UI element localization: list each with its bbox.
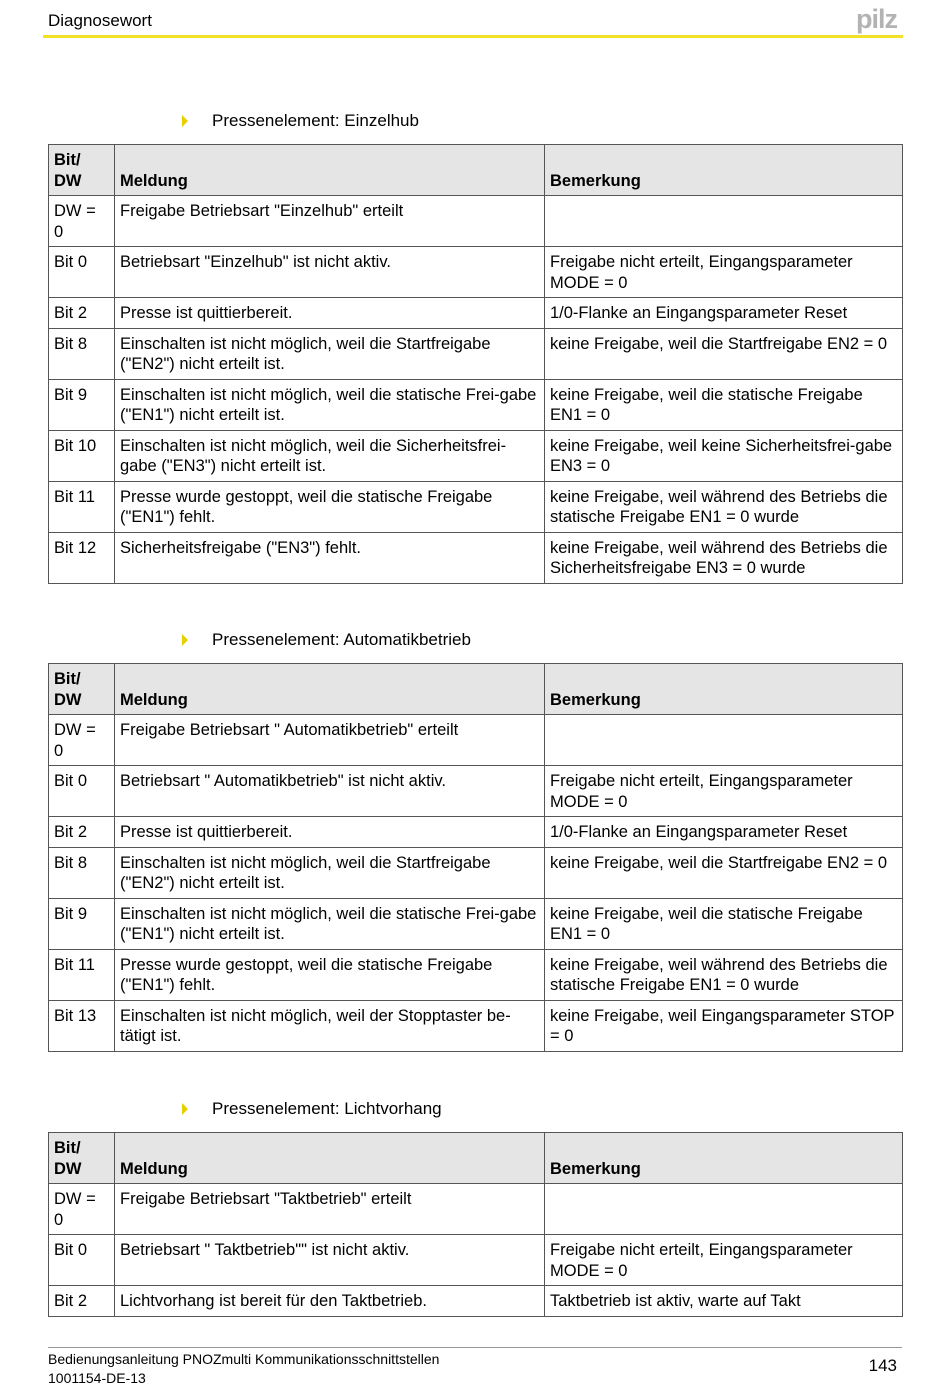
section-heading-text: Pressenelement: Lichtvorhang	[212, 1099, 442, 1118]
cell-meldung: Einschalten ist nicht möglich, weil die Startfreigabe ("EN2") nicht erteilt ist.	[115, 328, 545, 379]
cell-bemerkung: keine Freigabe, weil während des Betriebs die statische Freigabe EN1 = 0 wurde	[545, 949, 903, 1000]
page-number: 143	[868, 1356, 897, 1375]
cell-bit: Bit 8	[49, 328, 115, 379]
column-header-meldung: Meldung	[115, 145, 545, 196]
cell-meldung: Sicherheitsfreigabe ("EN3") fehlt.	[115, 532, 545, 583]
section-heading-text: Pressenelement: Automatikbetrieb	[212, 630, 471, 649]
cell-bemerkung: Freigabe nicht erteilt, Eingangsparameter MODE = 0	[545, 766, 903, 817]
cell-meldung: Betriebsart " Taktbetrieb"" ist nicht aktiv.	[115, 1235, 545, 1286]
table-row	[49, 1000, 903, 1051]
cell-bemerkung: Freigabe nicht erteilt, Eingangsparameter MODE = 0	[545, 1235, 903, 1286]
cell-bit: Bit 9	[49, 898, 115, 949]
cell-meldung: Einschalten ist nicht möglich, weil die statische Frei-gabe ("EN1") nicht erteilt ist.	[115, 898, 545, 949]
table-einzelhub	[48, 144, 903, 584]
table-header-row	[49, 145, 903, 196]
cell-bemerkung: Taktbetrieb ist aktiv, warte auf Takt	[545, 1286, 903, 1317]
triangle-bullet-icon	[182, 634, 188, 646]
cell-meldung: Einschalten ist nicht möglich, weil die Sicherheitsfrei-gabe ("EN3") nicht erteilt ist.	[115, 430, 545, 481]
cell-bit: Bit 0	[49, 247, 115, 298]
cell-bit: Bit 12	[49, 532, 115, 583]
cell-meldung: Lichtvorhang ist bereit für den Taktbetrieb.	[115, 1286, 545, 1317]
cell-bemerkung: keine Freigabe, weil die Startfreigabe EN2 = 0	[545, 847, 903, 898]
section-heading-einzelhub	[182, 111, 419, 131]
table-row	[49, 817, 903, 848]
cell-meldung: Betriebsart " Automatikbetrieb" ist nicht aktiv.	[115, 766, 545, 817]
cell-bemerkung: keine Freigabe, weil während des Betriebs die statische Freigabe EN1 = 0 wurde	[545, 481, 903, 532]
cell-bemerkung	[545, 715, 903, 766]
cell-bemerkung: keine Freigabe, weil Eingangsparameter STOP = 0	[545, 1000, 903, 1051]
triangle-bullet-icon	[182, 1103, 188, 1115]
table-header-row	[49, 1133, 903, 1184]
footer-rule	[48, 1347, 902, 1348]
cell-meldung: Betriebsart "Einzelhub" ist nicht aktiv.	[115, 247, 545, 298]
cell-bemerkung: keine Freigabe, weil keine Sicherheitsfrei-gabe EN3 = 0	[545, 430, 903, 481]
column-header-bit: Bit/ DW	[49, 145, 115, 196]
cell-meldung: Presse ist quittierbereit.	[115, 298, 545, 329]
column-header-bemerkung: Bemerkung	[545, 664, 903, 715]
table-row	[49, 715, 903, 766]
cell-bit: Bit 0	[49, 1235, 115, 1286]
column-header-meldung: Meldung	[115, 1133, 545, 1184]
table-header-row	[49, 664, 903, 715]
section-heading-automatikbetrieb	[182, 630, 471, 650]
cell-bemerkung: Freigabe nicht erteilt, Eingangsparameter MODE = 0	[545, 247, 903, 298]
column-header-bemerkung: Bemerkung	[545, 145, 903, 196]
cell-bit: DW = 0	[49, 1184, 115, 1235]
cell-bemerkung	[545, 1184, 903, 1235]
cell-bemerkung: 1/0-Flanke an Eingangsparameter Reset	[545, 298, 903, 329]
cell-bemerkung: keine Freigabe, weil während des Betriebs die Sicherheitsfreigabe EN3 = 0 wurde	[545, 532, 903, 583]
table-row	[49, 532, 903, 583]
cell-bit: Bit 11	[49, 481, 115, 532]
table-row	[49, 847, 903, 898]
cell-bit: Bit 11	[49, 949, 115, 1000]
section-heading-text: Pressenelement: Einzelhub	[212, 111, 419, 130]
cell-meldung: Einschalten ist nicht möglich, weil die Startfreigabe ("EN2") nicht erteilt ist.	[115, 847, 545, 898]
table-row	[49, 247, 903, 298]
table-row	[49, 1235, 903, 1286]
cell-bit: DW = 0	[49, 196, 115, 247]
cell-meldung: Presse wurde gestoppt, weil die statische Freigabe ("EN1") fehlt.	[115, 481, 545, 532]
pilz-logo	[856, 4, 902, 39]
section-heading-lichtvorhang	[182, 1099, 442, 1119]
cell-meldung: Presse wurde gestoppt, weil die statische Freigabe ("EN1") fehlt.	[115, 949, 545, 1000]
cell-bemerkung: 1/0-Flanke an Eingangsparameter Reset	[545, 817, 903, 848]
footer-document-number: 1001154-DE-13	[48, 1370, 146, 1386]
cell-bit: Bit 2	[49, 1286, 115, 1317]
footer-document-title: Bedienungsanleitung PNOZmulti Kommunikationsschnittstellen	[48, 1351, 440, 1367]
cell-bemerkung: keine Freigabe, weil die statische Freigabe EN1 = 0	[545, 898, 903, 949]
cell-bit: Bit 2	[49, 817, 115, 848]
table-row	[49, 379, 903, 430]
table-row	[49, 196, 903, 247]
triangle-bullet-icon	[182, 115, 188, 127]
table-row	[49, 766, 903, 817]
cell-bit: Bit 9	[49, 379, 115, 430]
cell-meldung: Presse ist quittierbereit.	[115, 817, 545, 848]
column-header-bit: Bit/ DW	[49, 664, 115, 715]
table-row	[49, 481, 903, 532]
table-automatikbetrieb	[48, 663, 903, 1052]
cell-bemerkung: keine Freigabe, weil die statische Freigabe EN1 = 0	[545, 379, 903, 430]
column-header-meldung: Meldung	[115, 664, 545, 715]
table-row	[49, 898, 903, 949]
header-title: Diagnosewort	[48, 11, 152, 30]
table-row	[49, 328, 903, 379]
column-header-bit: Bit/ DW	[49, 1133, 115, 1184]
table-row	[49, 1184, 903, 1235]
cell-bit: Bit 0	[49, 766, 115, 817]
cell-meldung: Einschalten ist nicht möglich, weil der Stopptaster be-tätigt ist.	[115, 1000, 545, 1051]
table-row	[49, 430, 903, 481]
table-row	[49, 949, 903, 1000]
table-lichtvorhang	[48, 1132, 903, 1317]
cell-meldung: Freigabe Betriebsart "Taktbetrieb" erteilt	[115, 1184, 545, 1235]
cell-meldung: Freigabe Betriebsart "Einzelhub" erteilt	[115, 196, 545, 247]
table-row	[49, 1286, 903, 1317]
header-rule	[43, 35, 903, 38]
column-header-bemerkung: Bemerkung	[545, 1133, 903, 1184]
cell-meldung: Einschalten ist nicht möglich, weil die statische Frei-gabe ("EN1") nicht erteilt ist.	[115, 379, 545, 430]
cell-bit: DW = 0	[49, 715, 115, 766]
cell-bemerkung: keine Freigabe, weil die Startfreigabe EN2 = 0	[545, 328, 903, 379]
cell-meldung: Freigabe Betriebsart " Automatikbetrieb" erteilt	[115, 715, 545, 766]
cell-bit: Bit 8	[49, 847, 115, 898]
cell-bemerkung	[545, 196, 903, 247]
table-row	[49, 298, 903, 329]
cell-bit: Bit 10	[49, 430, 115, 481]
svg-text:pilz: pilz	[856, 4, 897, 34]
cell-bit: Bit 2	[49, 298, 115, 329]
cell-bit: Bit 13	[49, 1000, 115, 1051]
